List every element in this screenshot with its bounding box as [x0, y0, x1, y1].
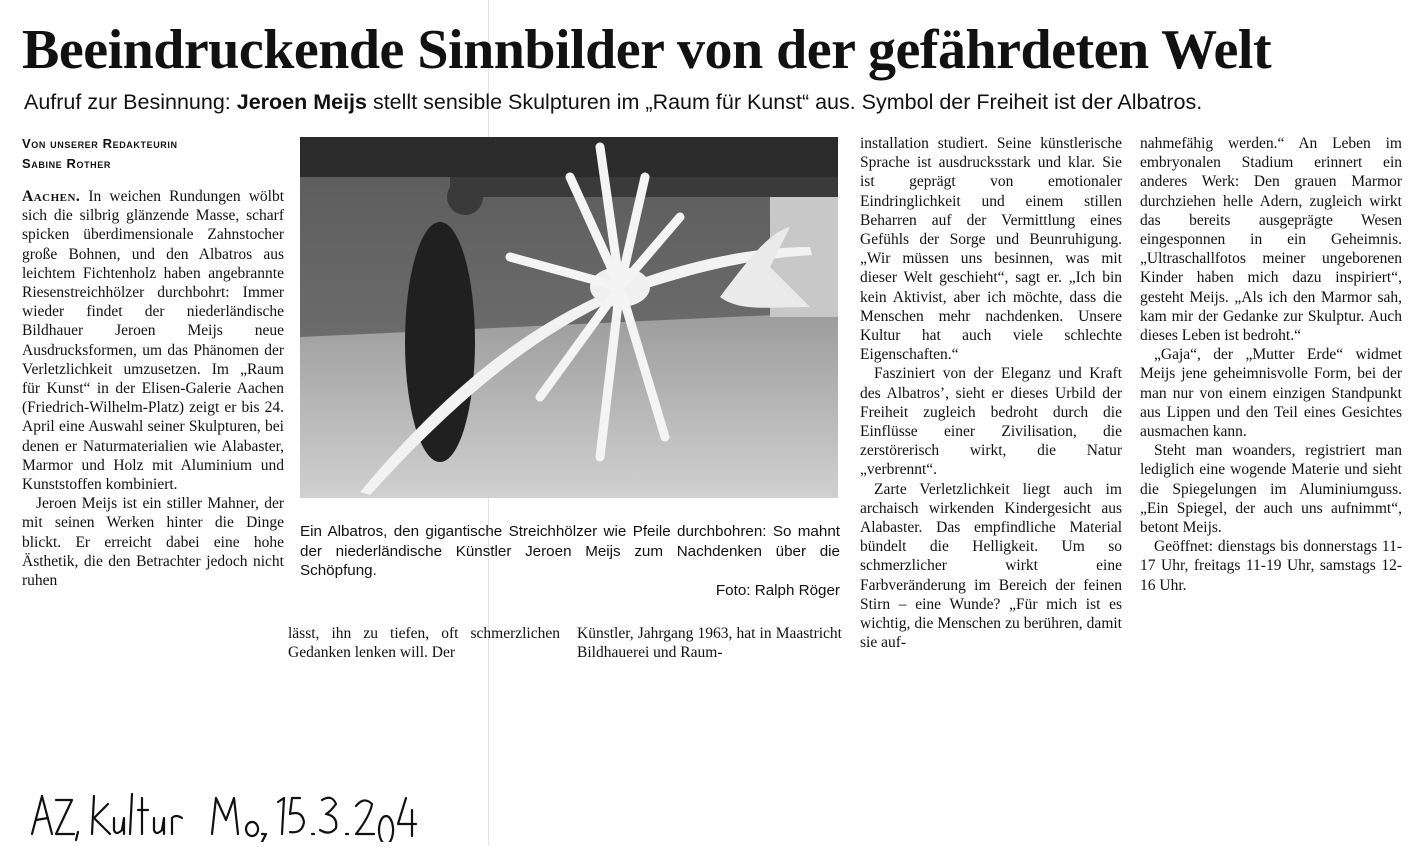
paragraph: „Gaja“, der „Mutter Erde“ widmet Meijs jene geheimnisvolle Form, bei der man nur von einem einzigen Standpunkt aus Lippen und den Teil eines Gesichtes ausmachen kann.: [1140, 346, 1402, 441]
paragraph-text: In weichen Rundungen wölbt sich die silbrig glänzende Masse, scharf spicken überdimensionale Zahnstocher große Bohnen, und den Albatros aus leichtem Fichtenholz haben angebrannte Riesenstreichhölzer durchbohrt: Immer wieder findet der niederländische Bildhauer Jeroen Meijs neue Ausdrucksformen, um das Phänomen der Verletzlichkeit umzusetzen. Im „Raum für Kunst“ in der Elisen-Galerie Aachen (Friedrich-Wilhelm-Platz) zeigt er bis 24. April eine Auswahl seiner Skulpturen, bei denen er Naturmaterialien wie Alabaster, Marmor und Holz mit Aluminium und Kunststoffen kombiniert.: [22, 188, 284, 494]
caption-text: Ein Albatros, den gigantische Streichhölzer wie Pfeile durchbohren: So mahnt der niederländische Künstler Jeroen Meijs zum Nachdenken über die Schöpfung.: [300, 523, 840, 579]
paragraph: installation studiert. Seine künstlerische Sprache ist ausdrucksstark und klar. Sie ist geprägt von emotionaler Eindringlichkeit und einem stillen Beharren auf der Vermittlung eines Gefühls der Sorge und Beunruhigung. „Wir müssen uns besinnen, was mit dieser Welt geschieht“, sagt er. „Ich bin kein Aktivist, aber ich möchte, dass die Menschen mehr nachdenken. Unsere Kultur hat auch viele schlechte Eigenschaften.“: [860, 135, 1122, 364]
column-2-continuation: [288, 624, 560, 662]
column-4: [860, 134, 1122, 652]
handwriting-drawing: [30, 790, 450, 842]
byline-role: Von unserer Redakteurin: [22, 136, 178, 151]
paragraph: lässt, ihn zu tiefen, oft schmerzlichen Gedanken lenken will. Der: [288, 625, 560, 662]
subhead-intro: Aufruf zur Besinnung:: [24, 90, 237, 114]
handwritten-source-note: [30, 790, 450, 842]
column-1: [22, 187, 284, 590]
paragraph: Künstler, Jahrgang 1963, hat in Maastricht Bildhauerei und Raum-: [577, 625, 842, 662]
paragraph: Geöffnet: dienstags bis donnerstags 11-17 Uhr, freitags 11-19 Uhr, samstags 12-16 Uhr.: [1140, 538, 1402, 594]
byline: [22, 134, 282, 174]
subheadline: [24, 88, 1404, 116]
paragraph: [22, 187, 284, 494]
ceiling: [300, 137, 838, 177]
paragraph: Jeroen Meijs ist ein stiller Mahner, der mit seinen Werken hinter die Dinge blickt. Er erreicht dabei eine hohe Ästhetik, die den Betrachter jedoch nicht ruhen: [22, 495, 284, 590]
byline-author: Sabine Rother: [22, 156, 111, 171]
subhead-rest: stellt sensible Skulpturen im „Raum für Kunst“ aus. Symbol der Freiheit ist der Albatros.: [366, 90, 1203, 114]
photo-albatross-sculpture: [300, 137, 838, 498]
photo-caption: [300, 522, 840, 600]
paragraph: nahmefähig werden.“ An Leben im embryonalen Stadium erinnert ein anderes Werk: Den grauen Marmor durchziehen helle Adern, zugleich wirkt das bereits ausgeprägte Wesen eingesponnen in ein Geheimnis. „Ultraschallfotos meiner ungeborenen Kinder haben mich dazu inspiriert“, gesteht Meijs. „Als ich den Marmor sah, kam mir der Gedanke zur Skulptur. Auch dieses Leben ist bedroht.“: [1140, 135, 1402, 345]
photo-credit: Foto: Ralph Röger: [715, 581, 840, 599]
dateline: Aachen.: [22, 188, 81, 205]
column-3-continuation: [577, 624, 842, 662]
column-5: [1140, 134, 1402, 595]
artist-head: [447, 179, 483, 215]
article-photo: [300, 137, 838, 498]
paragraph: Zarte Verletzlichkeit liegt auch im archaisch wirkenden Kindergesicht aus Alabaster. Das empfindliche Material bündelt die Helligkeit. Um so schmerzlicher wirkt eine Farbveränderung im Bereich der feinen Stirn – eine Wunde? „Für mich ist es wichtig, die Menschen zu berühren, damit sie auf-: [860, 480, 1122, 652]
paragraph: Fasziniert von der Eleganz und Kraft des Albatros’, sieht er dieses Urbild der Freiheit zugleich bedroht durch die Einflüsse einer Zivilisation, die zerstörerisch wirkt, die Natur „verbrennt“.: [860, 365, 1122, 479]
headline: Beeindruckende Sinnbilder von der gefährdeten Welt: [22, 19, 1272, 81]
paragraph: Steht man woanders, registriert man lediglich eine wogende Materie und sieht die Spiegelungen im Aluminiumguss. „Ein Spiegel, der auch uns aufnimmt“, betont Meijs.: [1140, 442, 1402, 537]
artist-figure: [405, 222, 475, 462]
subhead-artist-name: Jeroen Meijs: [236, 90, 367, 114]
